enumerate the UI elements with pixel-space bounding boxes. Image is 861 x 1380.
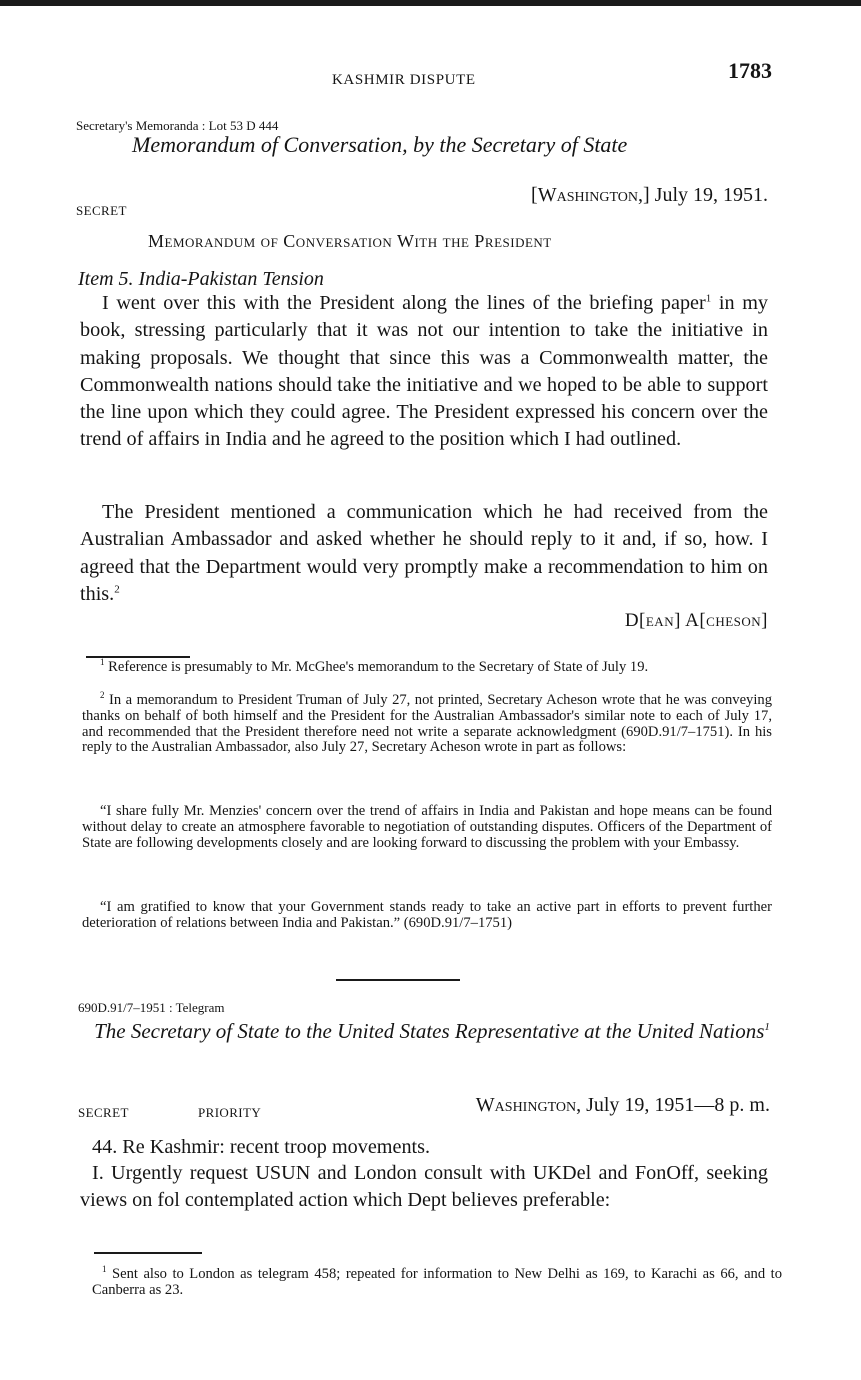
place-date xyxy=(476,1094,770,1117)
item-heading: Item 5. India-Pakistan Tension xyxy=(78,268,324,290)
page-number: 1783 xyxy=(728,58,772,83)
place: [Washington,] xyxy=(531,184,650,206)
body-paragraph: I went over this with the President along the lines of the briefing paper$^1$ in my book, stressing particularly that it was not our intention to take the initiative in making proposals. We thought that since this was a Commonwealth matter, the Commonwealth nations should take the initiative and we hoped to be able to support the line upon which they could agree. The President expressed his concern over the trend of affairs in India and he agreed to the position which I had outlined. xyxy=(80,292,768,451)
footnote-quote: “I share fully Mr. Menzies' concern over the trend of affairs in India and Pakistan and hope means can be found without delay to create an atmosphere favorable to negotiation of outstanding disputes. Officers of the Department of State are following developments closely and are looking forward to discussing the problem with your Embassy. xyxy=(82,803,772,851)
priority-label: PRIORITY xyxy=(198,1105,262,1120)
body-paragraph: 44. Re Kashmir: recent troop movements. xyxy=(92,1136,431,1158)
place: Washington, xyxy=(475,1094,582,1116)
classification-label: SECRET xyxy=(76,203,127,218)
source-line: 690D.91/7–1951 : Telegram xyxy=(78,1000,225,1015)
date: July 19, 1951—8 p. m. xyxy=(586,1094,770,1116)
footnote: $^1$ Sent also to London as telegram 458; repeated for information to New Delhi as 169, to Karachi as 66, and to Canberra as 23. xyxy=(92,1264,782,1298)
document-title: Memorandum of Conversation, by the Secretary of State xyxy=(132,132,628,157)
section-divider xyxy=(336,979,460,981)
date: July 19, 1951. xyxy=(654,184,768,206)
body-paragraph: I. Urgently request USUN and London consult with UKDel and FonOff, seeking views on fol contemplated action which Dept believes preferable: xyxy=(80,1162,768,1212)
body-paragraph: The President mentioned a communication which he had received from the Australian Ambassador and asked whether he should reply to it and, if so, how. I agreed that the Department would very promptly make a recommendation to him on this.$^2$ xyxy=(80,501,768,605)
footnote-quote: “I am gratified to know that your Government stands ready to take an active part in efforts to prevent further deterioration of relations between India and Pakistan.” (690D.91/7–1751) xyxy=(82,899,772,931)
classification-label: SECRET xyxy=(78,1105,129,1120)
footnote-ref: 1 xyxy=(705,292,712,305)
memo-heading: Memorandum of Conversation With the President xyxy=(148,231,552,251)
source-line: Secretary's Memoranda : Lot 53 D 444 xyxy=(76,118,279,133)
top-border-rule xyxy=(0,0,861,6)
footnote-ref: 2 xyxy=(114,583,120,596)
footnote-ref: 1 xyxy=(764,1021,770,1033)
footnote: $^1$ Reference is presumably to Mr. McGhee's memorandum to the Secretary of State of July 19. xyxy=(100,657,649,675)
signature: D[ean] A[cheson] xyxy=(624,610,768,631)
footnote: $^2$ In a memorandum to President Truman of July 27, not printed, Secretary Acheson wrote that he was conveying thanks on behalf of both himself and the President for the Australian Ambassador's similar note to each of July 17, and recommended that the President therefore need not write a separate acknowledgment (690D.91/7–1751). In his reply to the Australian Ambassador, also July 27, Secretary Acheson wrote in part as follows: xyxy=(82,690,772,756)
running-head: KASHMIR DISPUTE xyxy=(332,72,476,88)
place-date xyxy=(531,184,768,207)
document-title: The Secretary of State to the United States Representative at the United Nations$^1$ xyxy=(94,1019,770,1043)
footnote-divider xyxy=(94,1252,202,1254)
